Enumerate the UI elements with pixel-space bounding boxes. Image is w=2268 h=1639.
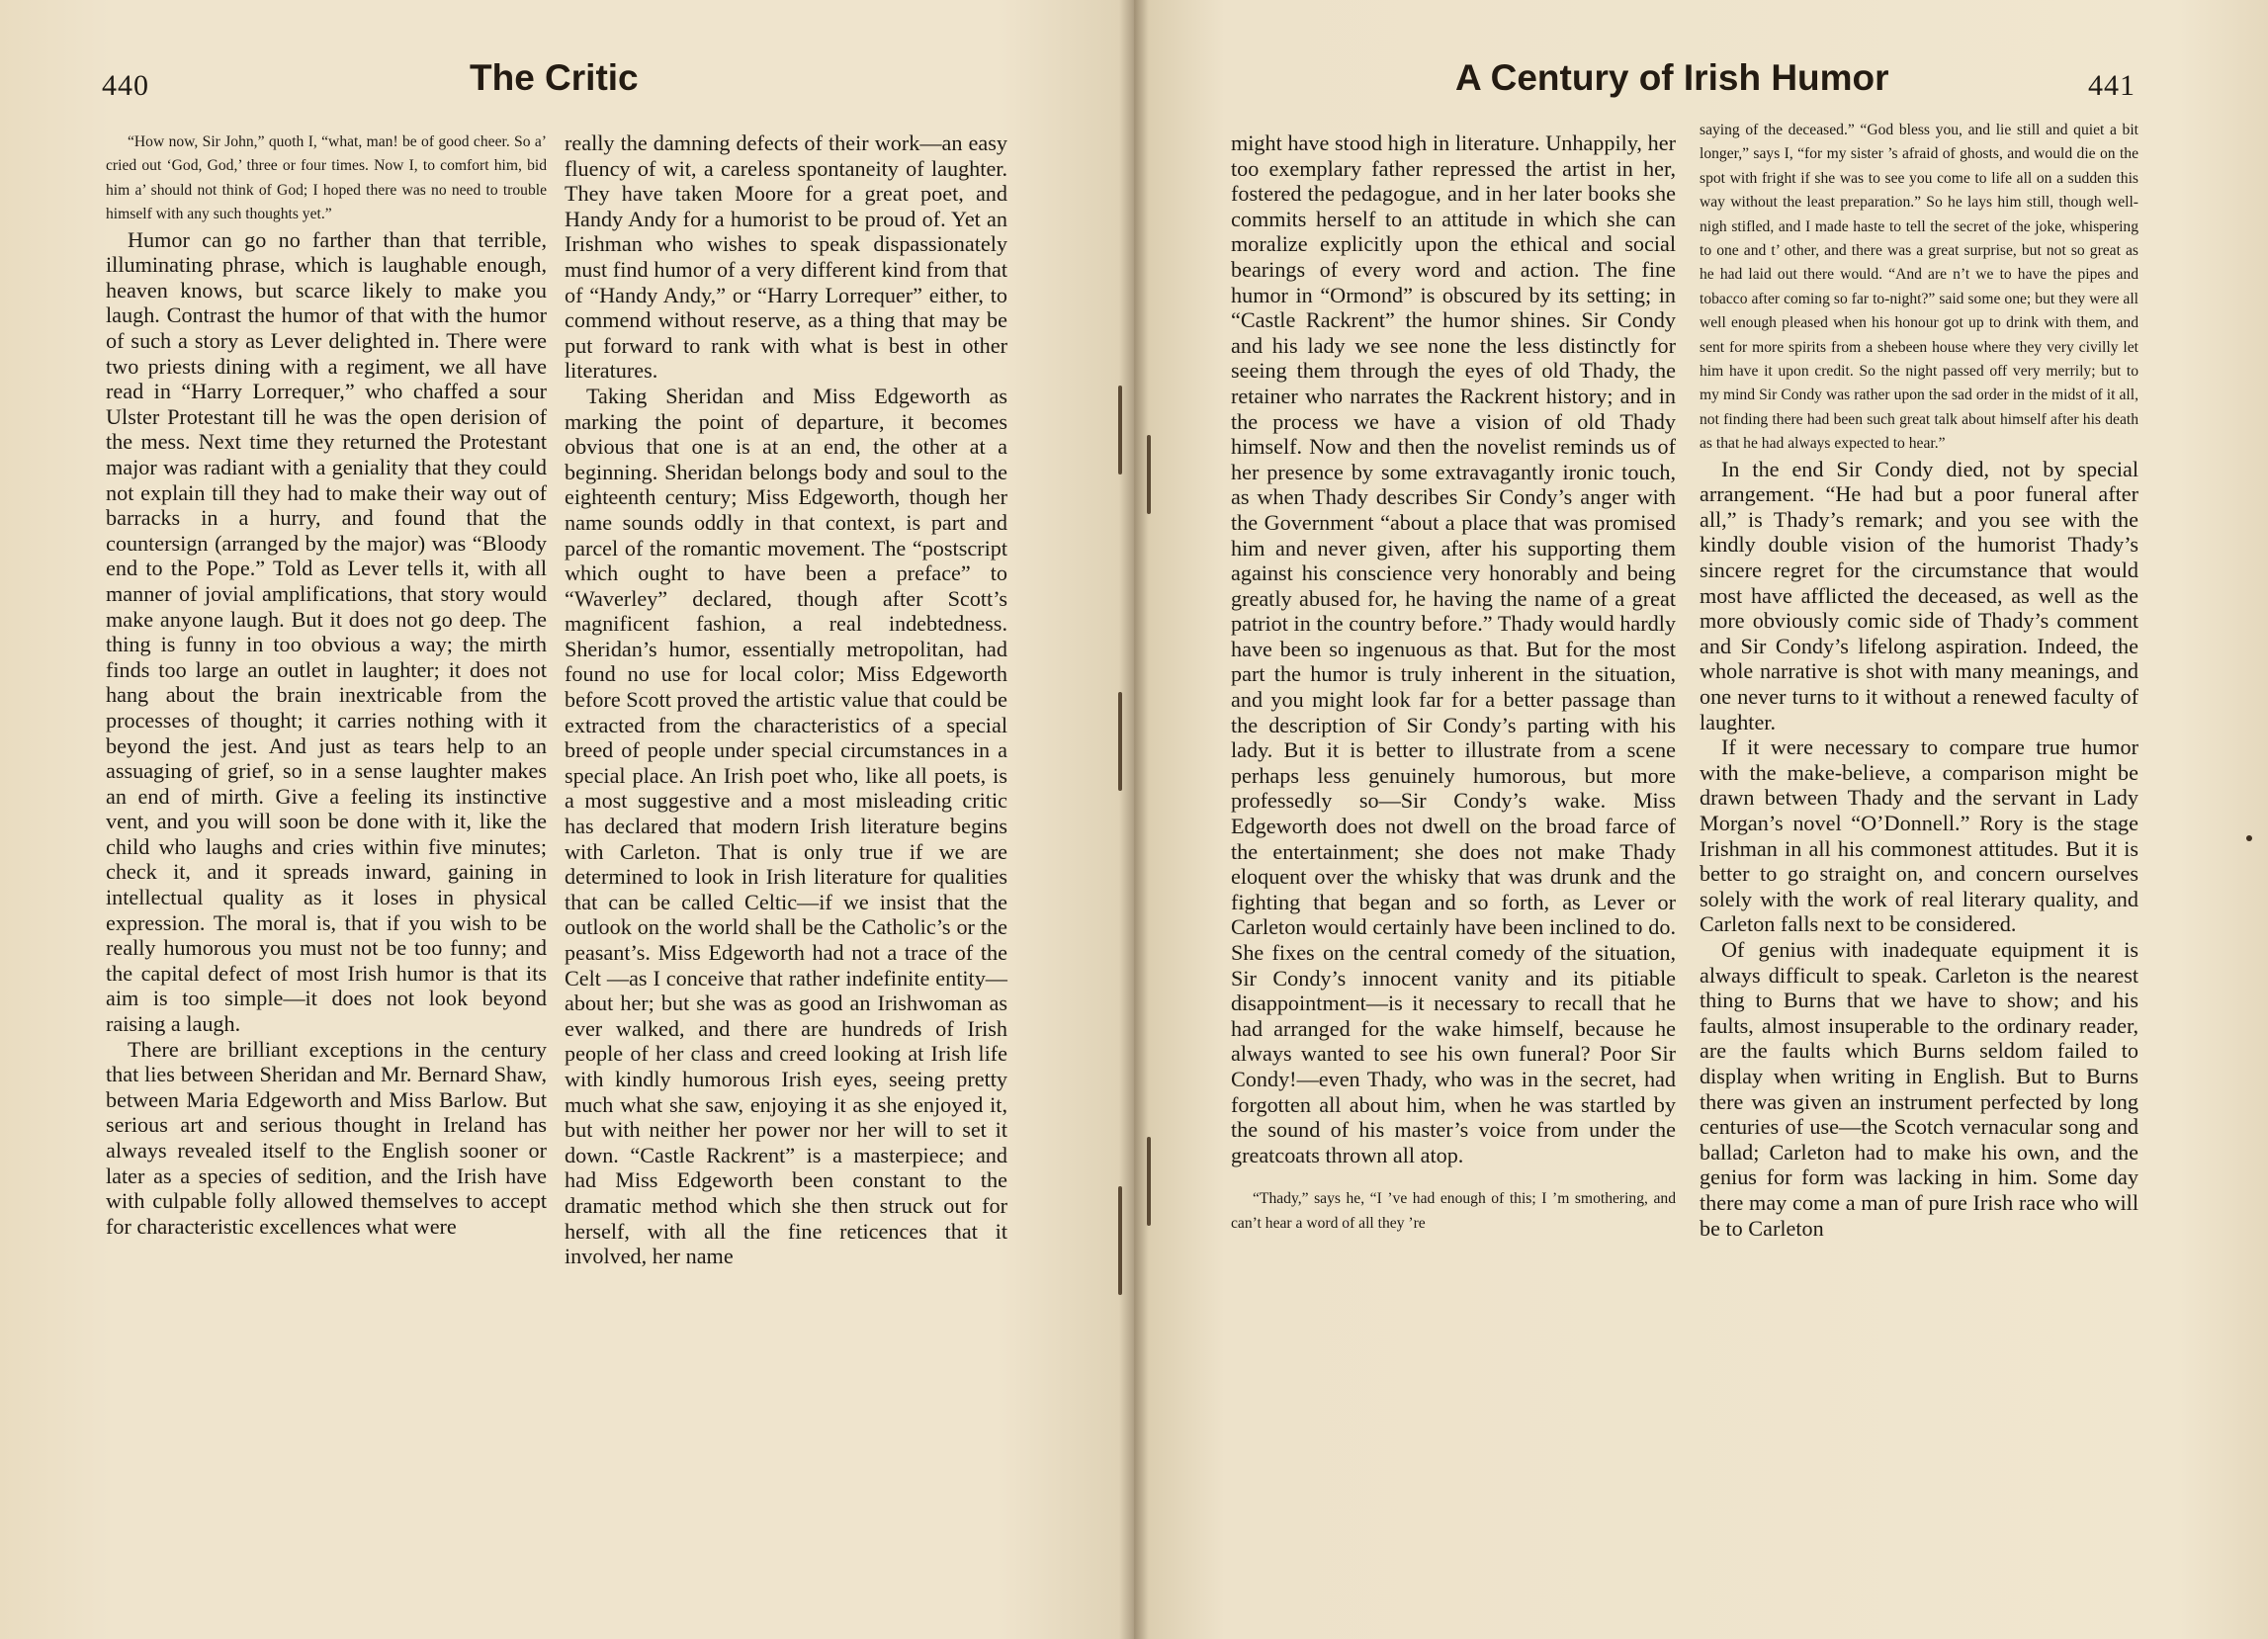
binding-thread-mark (1147, 1137, 1151, 1226)
block-quote: “Thady,” says he, “I ’ve had enough of this; I ’m smothering, and can’t hear a word of all they ’re (1231, 1190, 1676, 1232)
page-number: 440 (102, 69, 149, 102)
binding-thread-mark (1147, 435, 1151, 514)
paragraph: There are brilliant exceptions in the century that lies between Sheridan and Mr. Bernard Shaw, between Maria Edgeworth and Miss Barlow. But serious art and serious thought in Ireland has always revealed itself to the English sooner or later as a species of sedition, and the Irish have with culpable folly allowed themselves to accept for characteristic excellences what were (106, 1036, 547, 1239)
paragraph: Taking Sheridan and Miss Edgeworth as marking the point of departure, it becomes obvious that one is at an end, the other at a beginning. Sheridan belongs body and soul to the eighteenth century; Miss Edgeworth, though her name sounds oddly in that context, is part and parcel of the romantic movement. The “postscript which ought to have been a preface” to “Waverley” declared, though after Scott’s magnificent fashion, a real indebtedness. Sheridan’s humor, essentially metropolitan, had found no use for local color; Miss Edgeworth before Scott proved the artistic value that could be extracted from the characteristics of a special breed of people under special circumstances in a special place. An Irish poet who, like all poets, is a most suggestive and a most misleading critic has declared that modern Irish literature begins with Carleton. That is only true if we are determined to look in Irish literature for qualities that can be called Celtic—if we insist that the outlook on the world shall be the Catholic’s or the peasant’s. Miss Edgeworth had not a trace of the Celt —as I conceive that rather indefinite entity—about her; but she was as good an Irishwoman as ever walked, and there are hundreds of Irish people of her class and creed looking at Irish life with kindly humorous Irish eyes, seeing pretty much what she saw, enjoying it as she enjoyed it, but with neither her power nor her will to set it down. “Castle Rackrent” is a masterpiece; and had Miss Edgeworth been constant to the dramatic method which she then struck out for herself, with all the fine reticences that it involved, her name (565, 383, 1007, 1269)
block-quote: saying of the deceased.” “God bless you, and lie still and quiet a bit longer,” says I, “for my sister ’s afraid of ghosts, and would die on the spot with fright if she was to see you come to life all on a sudden this way without the least preparation.” So he lays him still, though well-nigh stifled, and I made haste to tell the secret of the joke, whispering to one and t’ other, and there was a great surprise, but not so great as he had laid out there would. “And are n’t we to have the pipes and tobacco after coming so far to-night?” said some one; but they were all well enough pleased when his honour got up to drink with them, and sent for more spirits from a shebeen house where they very civilly let him have it upon credit. So the night passed off very merrily; but to my mind Sir Condy was rather upon the sad order in the midst of it all, not finding there had been such great talk about himself after his death as that he had always expected to hear.” (1700, 122, 2138, 453)
ink-spot (2246, 835, 2252, 841)
page-number: 441 (2088, 69, 2136, 102)
paragraph: might have stood high in literature. Unhappily, her too exemplary father repressed the artist in her, fostered the pedagogue, and in her later books she commits herself to an attitude in which she can moralize explicitly upon the ethical and social bearings of every word and action. The fine humor in “Ormond” is obscured by its setting; in “Castle Rackrent” the humor shines. Sir Condy and his lady we see none the less distinctly for seeing them through the eyes of old Thady, the retainer who narrates the Rackrent history; and in the process we have a vision of old Thady himself. Now and then the novelist reminds us of her presence by some extravagantly ironic touch, as when Thady describes Sir Condy’s anger with the Government “about a place that was promised him and never given, after his supporting them against his conscience very honorably and being greatly abused for, he having the name of a great patriot in the country before.” Thady would hardly have been so ingenuous as that. But for the most part the humor is truly inherent in the situation, and you might look far for a better passage than the description of Sir Condy’s parting with his lady. But it is better to illustrate from a scene perhaps less genuinely humorous, but more professedly so—Sir Condy’s wake. Miss Edgeworth does not dwell on the broad farce of the entertainment; she does not make Thady eloquent over the whisky that was drunk and the fighting that began and so forth, as Lever or Carleton would certainly have been inclined to do. She fixes on the central comedy of the situation, Sir Condy’s innocent vanity and its pitiable disappointment—is it necessary to recall that he had arranged for the wake himself, because he always wanted to see his own funeral? Poor Sir Condy!—even Thady, who was in the secret, had forgotten all about him, when he was startled by the sound of his master’s voice from under the greatcoats thrown all atop. (1231, 130, 1676, 1167)
running-title: A Century of Irish Humor (1455, 57, 1889, 98)
block-quote: “How now, Sir John,” quoth I, “what, man! be of good cheer. So a’ cried out ‘God, God,’ three or four times. Now I, to comfort him, bid him a’ should not think of God; I hoped there was no need to trouble himself with any such thoughts yet.” (106, 133, 547, 223)
paragraph: really the damning defects of their work—an easy fluency of wit, a careless spontaneity of laughter. They have taken Moore for a great poet, and Handy Andy for a humorist to be proud of. Yet an Irishman who wishes to speak dispassionately must find humor of a very different kind from that of “Handy Andy,” or “Harry Lorrequer” either, to commend without reserve, as a thing that may be put forward to rank with what is best in other literatures. (565, 130, 1007, 384)
running-title: The Critic (470, 57, 639, 98)
right-column-1 (1231, 130, 1676, 1236)
right-page (1134, 0, 2268, 1639)
binding-thread-mark (1118, 386, 1122, 474)
paragraph: Humor can go no farther than that terrible, illuminating phrase, which is laughable enough, heaven knows, but scarce likely to make you laugh. Contrast the humor of that with the humor of such a story as Lever delighted in. There were two priests dining with a regiment, we all have read in “Harry Lorrequer,” who chaffed a sour Ulster Protestant till he was the open derision of the mess. Next time they returned the Protestant major was radiant with a geniality that they could not explain till they had to make their way out of barracks in a hurry, and found that the countersign (arranged by the major) was “Bloody end to the Pope.” Told as Lever tells it, with all manner of jovial amplifications, that story would make anyone laugh. But it does not go deep. The thing is funny in too obvious a way; the mirth finds too large an outlet in laughter; it does not hang about the brain inextricable from the processes of thought; it carries nothing with it beyond the jest. And just as tears help to an assuaging of grief, so in a sense laughter makes an end of mirth. Give a feeling its instinctive vent, and you will soon be done with it, like the child who laughs and cries within five minutes; check it, and it spreads inward, gaining in intellectual quality as it loses in physical expression. The moral is, that if you wish to be really humorous you must not be too funny; and the capital defect of most Irish humor is that its aim is too simple—it does not look beyond raising a laugh. (106, 226, 547, 1037)
binding-thread-mark (1118, 692, 1122, 791)
left-column-1 (106, 130, 547, 1239)
paragraph: In the end Sir Condy died, not by special arrangement. “He had but a poor funeral after all,” is Thady’s remark; and you see with the kindly double vision of the humorist Thady’s sincere regret for the circumstance that would most have afflicted the deceased, as well as the more obviously comic side of Thady’s comment and Sir Condy’s lifelong aspiration. Indeed, the whole narrative is shot with many meanings, and one never turns to it without a renewed faculty of laughter. (1700, 456, 2138, 734)
left-column-2 (565, 130, 1007, 1269)
right-column-2 (1700, 119, 2138, 1241)
binding-thread-mark (1118, 1186, 1122, 1295)
paragraph: If it were necessary to compare true humor with the make-believe, a comparison might be drawn between Thady and the servant in Lady Morgan’s novel “O’Donnell.” Rory is the stage Irishman in all his commonest attitudes. But it is better to go straight on, and concern ourselves solely with the work of real literary quality, and Carleton falls next to be considered. (1700, 734, 2138, 937)
book-gutter (1119, 0, 1149, 1639)
paragraph: Of genius with inadequate equipment it is always difficult to speak. Carleton is the nearest thing to Burns that we have to show; and his faults, almost insuperable to the ordinary reader, are the faults which Burns seldom failed to display when writing in English. But to Burns there was given an instrument perfected by long centuries of use—the Scotch vernacular song and ballad; Carleton had to make his own, and the genius for form was lacking in him. Some day there may come a man of pure Irish race who will be to Carleton (1700, 936, 2138, 1241)
